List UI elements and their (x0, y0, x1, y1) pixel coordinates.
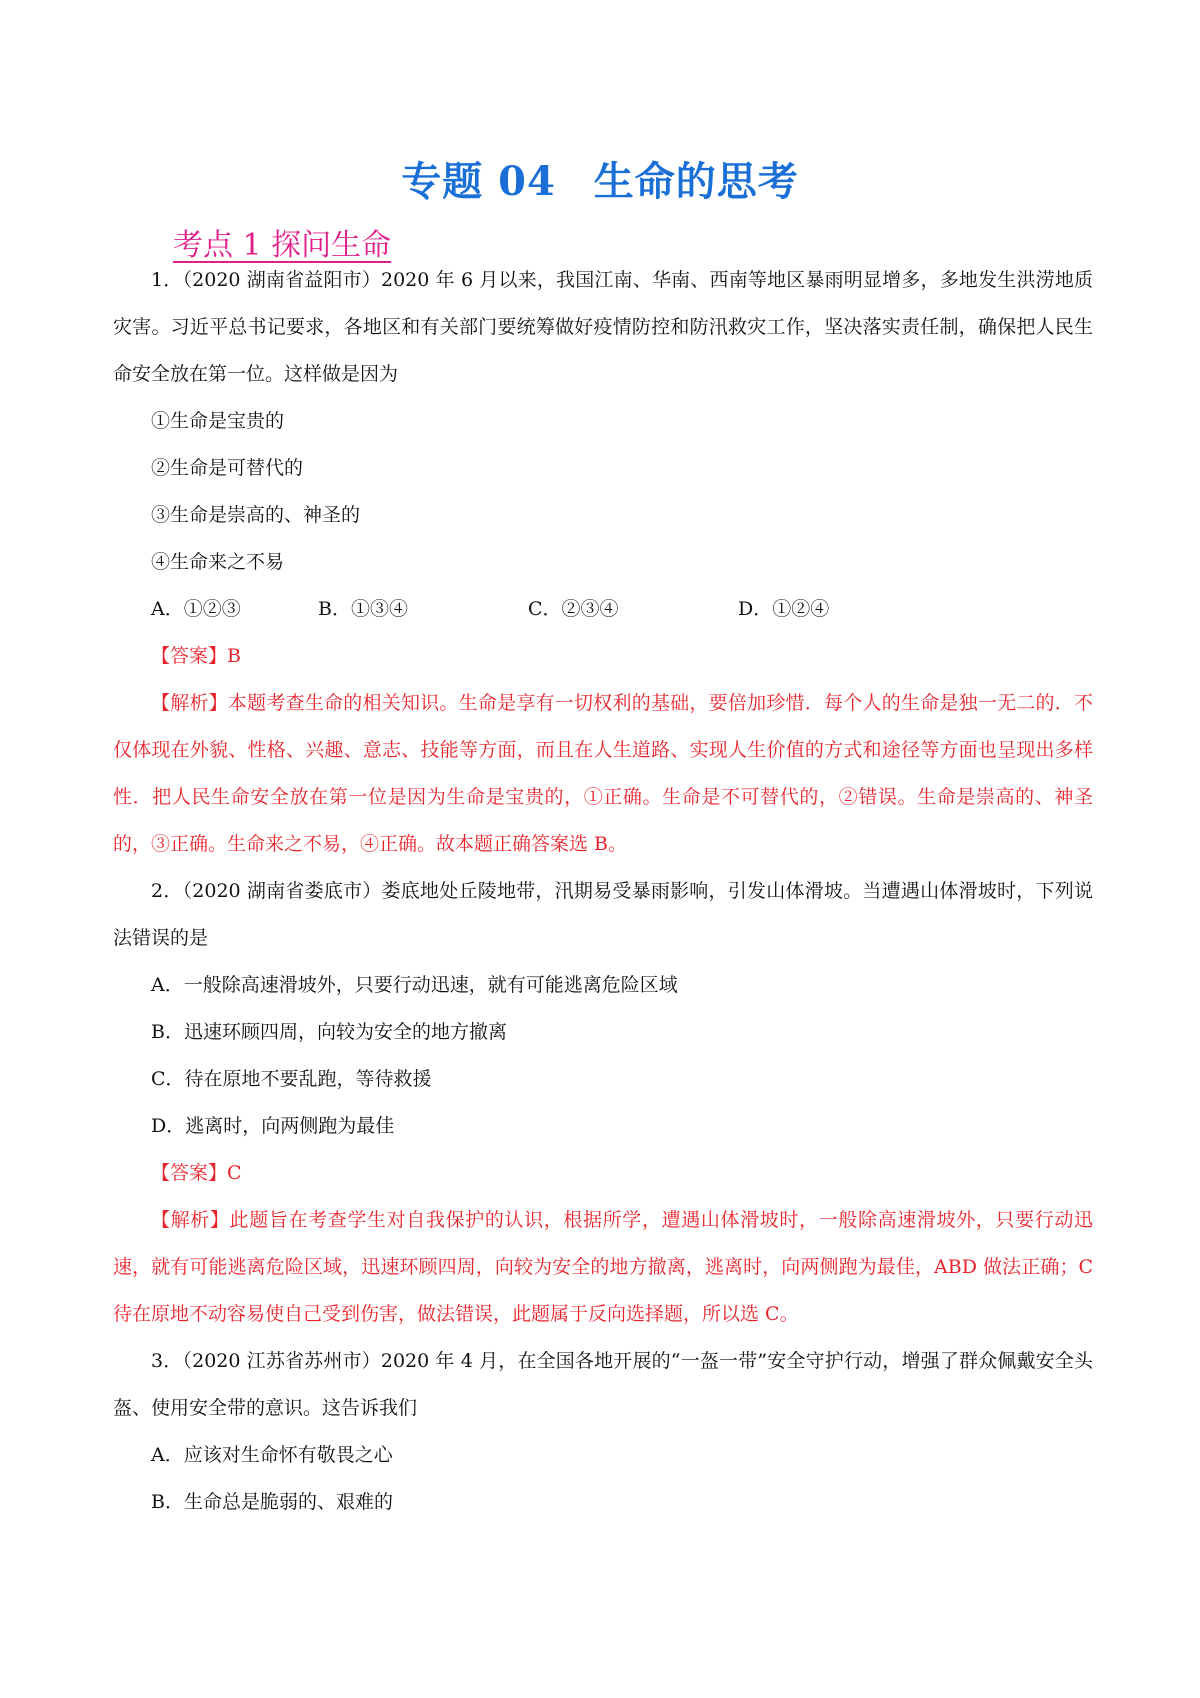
question-1-stem: 1．（2020 湖南省益阳市）2020 年 6 月以来，我国江南、华南、西南等地区暴雨明显增多，多地发生洪涝地质灾害。习近平总书记要求，各地区和有关部门要统筹做好疫情防控和防汛救灾工作，坚决落实责任制，确保把人民生命安全放在第一位。这样做是因为 (113, 269, 1093, 385)
question-2-option-d: D．逃离时，向两侧跑为最佳 (151, 1115, 395, 1137)
question-1-answer: 【答案】B (151, 645, 241, 667)
question-1-statement-3: ③生命是崇高的、神圣的 (151, 504, 361, 526)
page-title (0, 150, 1200, 207)
question-2-option-c: C．待在原地不要乱跑，等待救援 (151, 1068, 432, 1090)
question-3-stem: 3．（2020 江苏省苏州市）2020 年 4 月，在全国各地开展的“一盔一带”安全守护行动，增强了群众佩戴安全头盔、使用安全带的意识。这告诉我们 (113, 1350, 1093, 1419)
question-1-option-a: A．①②③ (151, 598, 241, 620)
question-3-option-a: A．应该对生命怀有敬畏之心 (151, 1444, 393, 1466)
question-2-analysis: 【解析】此题旨在考查学生对自我保护的认识，根据所学，遭遇山体滑坡时，一般除高速滑坡外，只要行动迅速，就有可能逃离危险区域，迅速环顾四周，向较为安全的地方撤离，逃离时，向两侧跑为最佳，ABD 做法正确；C 待在原地不动容易使自己受到伤害，做法错误，此题属于反向选择题，所以选 C。 (113, 1209, 1093, 1325)
question-1-option-c: C．②③④ (528, 598, 619, 620)
question-2-answer: 【答案】C (151, 1162, 242, 1184)
question-1-options (113, 586, 1093, 633)
question-3-option-b: B．生命总是脆弱的、艰难的 (151, 1491, 393, 1513)
title-part-2: 生命的思考 (593, 158, 799, 205)
question-2-stem: 2．（2020 湖南省娄底市）娄底地处丘陵地带，汛期易受暴雨影响，引发山体滑坡。当遭遇山体滑坡时，下列说法错误的是 (113, 880, 1093, 949)
section-heading: 考点 1 探问生命 (173, 228, 392, 263)
question-1-option-d: D．①②④ (738, 598, 830, 620)
question-1-statement-4: ④生命来之不易 (151, 551, 285, 573)
question-1-option-b: B．①③④ (318, 598, 408, 620)
question-1-statement-1: ①生命是宝贵的 (151, 410, 285, 432)
document-body (113, 257, 1093, 1526)
question-1-analysis: 【解析】本题考查生命的相关知识。生命是享有一切权利的基础，要倍加珍惜．每个人的生命是独一无二的．不仅体现在外貌、性格、兴趣、意志、技能等方面，而且在人生道路、实现人生价值的方式和途径等方面也呈现出多样性．把人民生命安全放在第一位是因为生命是宝贵的，①正确。生命是不可替代的，②错误。生命是崇高的、神圣的，③正确。生命来之不易，④正确。故本题正确答案选 B。 (113, 692, 1093, 855)
question-2-option-a: A．一般除高速滑坡外，只要行动迅速，就有可能逃离危险区域 (151, 974, 678, 996)
question-2-option-b: B．迅速环顾四周，向较为安全的地方撤离 (151, 1021, 507, 1043)
question-1-statement-2: ②生命是可替代的 (151, 457, 304, 479)
title-part-1: 专题 04 (401, 158, 556, 205)
